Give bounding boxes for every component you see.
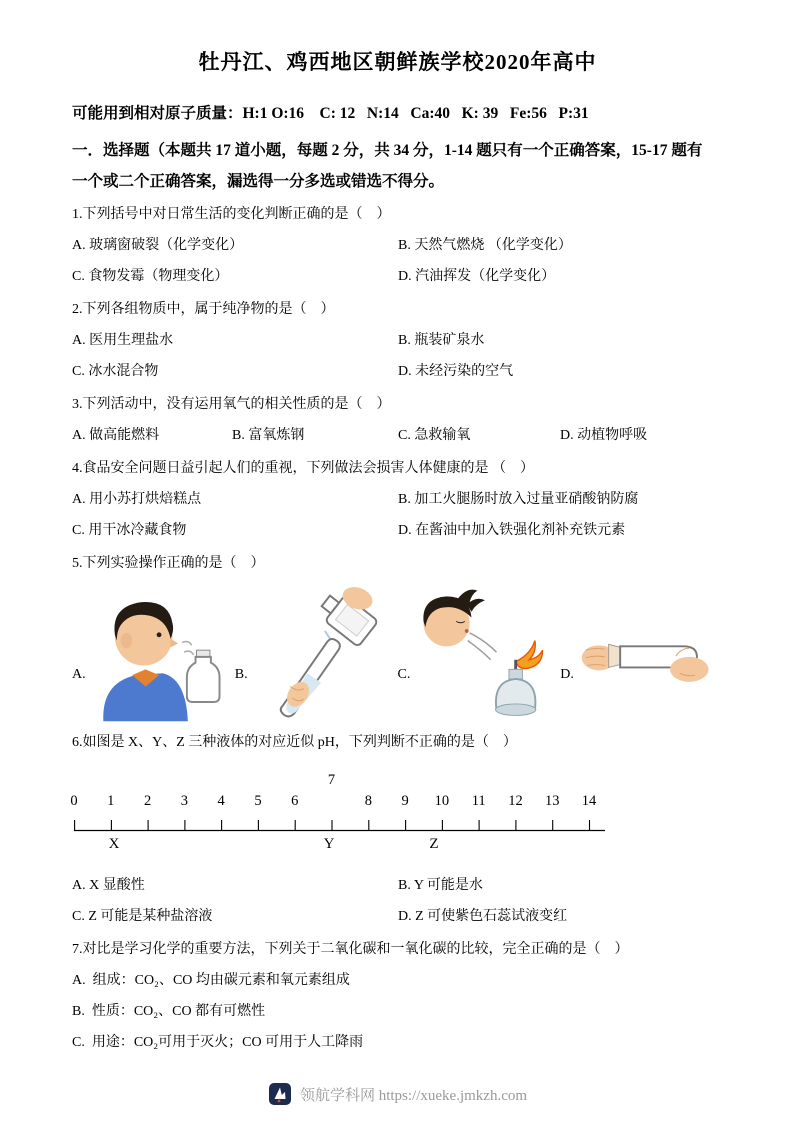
q5-figure-a — [72, 585, 235, 723]
ph-tick-2: 2 — [143, 793, 152, 809]
ph-tick-6: 6 — [291, 793, 299, 809]
q1-option-a: A. 玻璃窗破裂（化学变化） — [72, 238, 244, 253]
ph-scale — [70, 772, 608, 864]
q3-option-c: C. 急救输氧 — [398, 428, 471, 443]
pouring-liquid-icon — [250, 585, 394, 723]
q3-option-b: B. 富氧炼钢 — [232, 428, 305, 443]
q4-option-b: B. 加工火腿肠时放入过量亚硝酸钠防腐 — [398, 492, 639, 507]
question-4-stem: 4.食品安全问题日益引起人们的重视，下列做法会损害人体健康的是 （ ） — [72, 461, 534, 476]
page-title: 牡丹江、鸡西地区朝鲜族学校2020年高中 — [198, 50, 597, 74]
q3-option-d: D. 动植物呼吸 — [560, 428, 648, 443]
ph-label-z: Z — [429, 836, 439, 852]
corking-test-tube-icon — [576, 585, 720, 723]
q5-figures — [72, 585, 723, 723]
q4-option-d: D. 在酱油中加入铁强化剂补充铁元素 — [398, 523, 626, 538]
question-1-stem: 1.下列括号中对日常生活的变化判断正确的是（ ） — [72, 207, 391, 222]
q2-option-a: A. 医用生理盐水 — [72, 333, 174, 348]
q4-option-a: A. 用小苏打烘焙糕点 — [72, 492, 202, 507]
question-5-stem: 5.下列实验操作正确的是（ ） — [72, 556, 265, 571]
q3-option-a: A. 做高能燃料 — [72, 428, 160, 443]
ph-tick-5: 5 — [254, 793, 262, 809]
q6-option-c: C. Z 可能是某种盐溶液 — [72, 909, 213, 924]
q1-option-d: D. 汽油挥发（化学变化） — [398, 269, 556, 284]
q7-option-b: B. 性质：CO₂、CO 都有可燃性 — [72, 1004, 266, 1019]
question-3 — [72, 387, 723, 451]
q2-option-c: C. 冰水混合物 — [72, 364, 159, 379]
ph-label-y: Y — [323, 836, 335, 852]
ph-tick-11: 11 — [471, 793, 486, 809]
question-7-stem: 7.对比是学习化学的重要方法，下列关于二氧化碳和一氧化碳的比较，完全正确的是（ ） — [72, 942, 629, 957]
q5-figure-c — [398, 585, 561, 723]
q5-figure-b — [235, 585, 398, 723]
q1-option-c: C. 食物发霉（物理变化） — [72, 269, 229, 284]
ph-tick-7: 7 — [327, 772, 336, 788]
question-6-stem: 6.如图是 X、Y、Z 三种液体的对应近似 pH，下列判断不正确的是（ ） — [72, 735, 517, 750]
q6-option-d: D. Z 可使紫色石蕊试液变红 — [398, 909, 568, 924]
ph-tick-9: 9 — [401, 793, 409, 809]
boy-smelling-bottle-icon — [88, 585, 232, 723]
section-intro-line2: 一个或二个正确答案，漏选得一分多选或错选不得分。 — [72, 173, 445, 190]
q6-option-b: B. Y 可能是水 — [398, 878, 483, 893]
q2-option-d: D. 未经污染的空气 — [398, 364, 514, 379]
q4-option-c: C. 用干冰冷藏食物 — [72, 523, 187, 538]
question-7 — [72, 932, 723, 1058]
footer-logo-icon — [268, 1082, 292, 1106]
page-footer — [72, 1074, 723, 1108]
ph-tick-13: 13 — [545, 793, 560, 809]
section-intro — [72, 135, 723, 197]
section-intro-line1: 一．选择题（本题共 17 道小题，每题 2 分，共 34 分，1-14 题只有一个正确答案，15-17 题有 — [72, 142, 703, 159]
q5-figure-c-letter: C. — [397, 667, 411, 682]
ph-tick-1: 1 — [107, 793, 115, 809]
question-3-stem: 3.下列活动中，没有运用氧气的相关性质的是（ ） — [72, 397, 391, 412]
q5-figure-a-letter: A. — [72, 667, 86, 682]
q7-option-a: A. 组成：CO₂、CO 均由碳元素和氧元素组成 — [72, 973, 350, 988]
q5-figure-b-letter: B. — [234, 667, 248, 682]
ph-tick-4: 4 — [217, 793, 225, 809]
ph-label-x: X — [108, 836, 120, 852]
q2-option-b: B. 瓶装矿泉水 — [398, 333, 485, 348]
q6-option-a: A. X 显酸性 — [72, 878, 145, 893]
q5-figure-d-letter: D. — [560, 667, 574, 682]
ph-tick-10: 10 — [434, 793, 450, 809]
question-6 — [72, 725, 723, 932]
question-5 — [72, 546, 723, 725]
question-2 — [72, 292, 723, 387]
question-1 — [72, 197, 723, 292]
q7-option-c: C. 用途：CO₂可用于灭火；CO 可用于人工降雨 — [72, 1035, 364, 1050]
atomic-mass-line: 可能用到相对原子质量：H:1 O:16 C: 12 N:14 Ca:40 K: 39 Fe:56 P:31 — [72, 105, 589, 122]
question-4 — [72, 451, 723, 546]
blowing-out-alcohol-lamp-icon — [412, 585, 556, 723]
ph-tick-8: 8 — [364, 793, 372, 809]
question-2-stem: 2.下列各组物质中，属于纯净物的是（ ） — [72, 302, 335, 317]
ph-axis-line — [74, 817, 606, 832]
footer-site-link[interactable]: 领航学科网 https://xueke.jmkzh.com — [299, 1087, 528, 1104]
ph-tick-12: 12 — [508, 793, 523, 809]
q1-option-b: B. 天然气燃烧 （化学变化） — [398, 238, 572, 253]
q5-figure-d — [560, 585, 723, 723]
ph-tick-3: 3 — [180, 793, 188, 809]
ph-tick-0: 0 — [70, 793, 78, 809]
ph-tick-14: 14 — [581, 793, 597, 809]
